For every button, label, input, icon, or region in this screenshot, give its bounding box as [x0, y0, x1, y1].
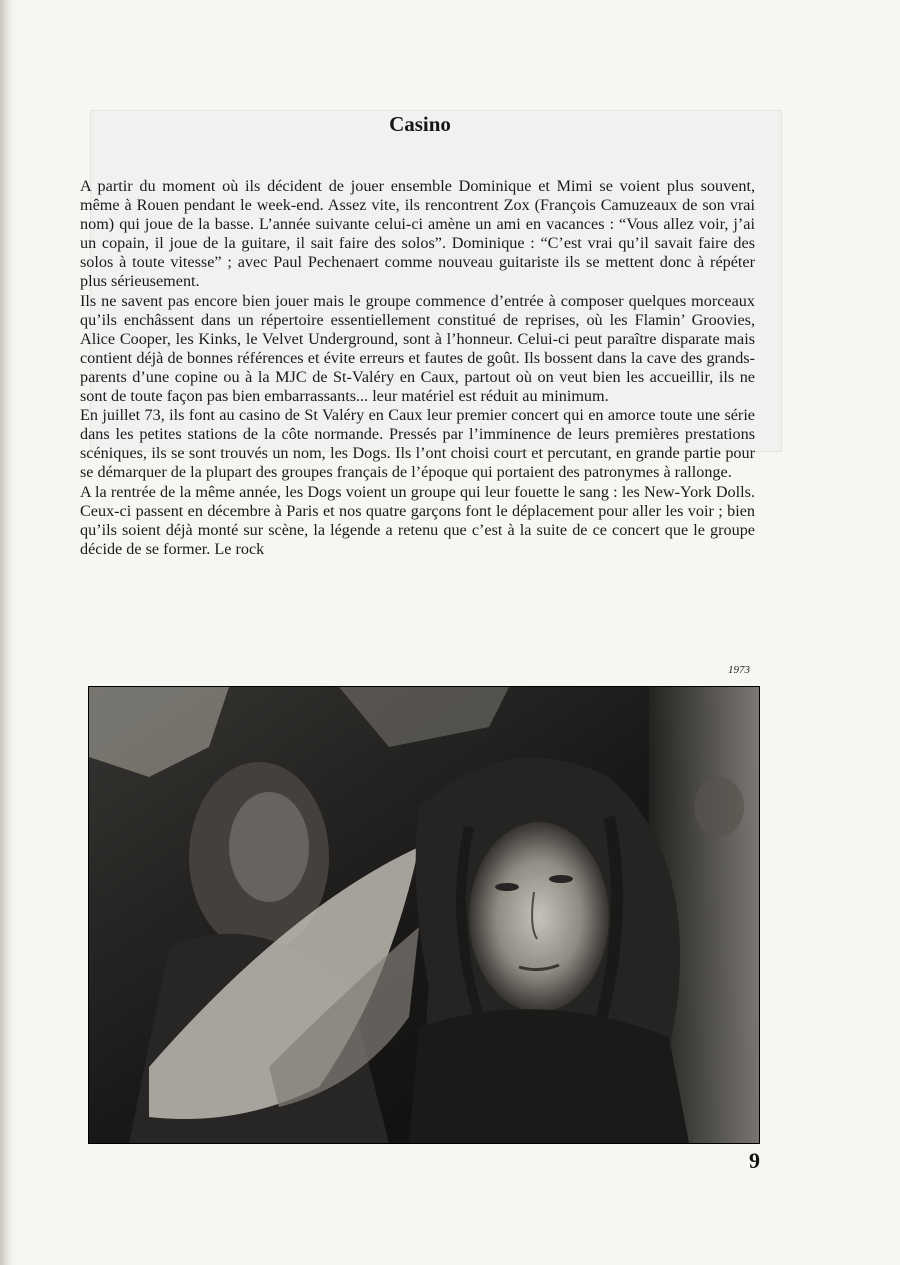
paragraph-2: Ils ne savent pas encore bien jouer mais le groupe commence d’entrée à composer quelques morceaux qu’ils enchâssent dans un répertoire essentiellement constitué de reprises, où les Flamin’ Groovies, Alice Cooper, les Kinks, le Velvet Underground, sont à l’honneur. Celui-ci peut paraître disparate mais contient déjà de bonnes références et évite erreurs et fautes de goût. Ils bossent dans la cave des grands-parents d’une copine ou à la MJC de St-Valéry en Caux, partout où on veut bien les accueillir, ils ne sont de toute façon pas bien embarrassants... leur matériel est réduit au minimum. — [80, 291, 755, 406]
page-binding-shadow — [0, 0, 14, 1265]
page-title: Casino — [389, 112, 451, 136]
article-body — [80, 177, 755, 559]
band-photo-image — [89, 687, 759, 1143]
paragraph-4: A la rentrée de la même année, les Dogs voient un groupe qui leur fouette le sang : les New-York Dolls. Ceux-ci passent en décembre à Paris et nos quatre garçons font le déplacement pour aller les voir ; bien qu’ils soient déjà monté sur scène, la légende a retenu que c’est à la suite de ce concert que le groupe décide de se former. Le rock — [80, 482, 755, 558]
paragraph-1: A partir du moment où ils décident de jouer ensemble Dominique et Mimi se voient plus souvent, même à Rouen pendant le week-end. Assez vite, ils rencontrent Zox (François Camuzeaux de son vrai nom) qui joue de la basse. L’année suivante celui-ci amène un ami en vacances : “Vous allez voir, j’ai un copain, il joue de la guitare, il sait faire des solos”. Dominique : “C’est vrai qu’il savait faire des solos à toute vitesse” ; avec Paul Pechenaert comme nouveau guitariste ils se mettent donc à répéter plus sérieusement. — [80, 177, 755, 291]
paragraph-3: En juillet 73, ils font au casino de St Valéry en Caux leur premier concert qui en amorce toute une série dans les petites stations de la côte normande. Pressés par l’imminence de leurs premières prestations scéniques, ils se sont trouvés un nom, les Dogs. Ils l’ont choisi court et percutant, en grande partie pour se démarquer de la plupart des groupes français de l’époque qui portaient des patronymes à rallonge. — [80, 406, 755, 482]
band-photo — [88, 686, 760, 1144]
photo-caption: 1973 — [728, 664, 750, 676]
page-number: 9 — [749, 1148, 760, 1173]
